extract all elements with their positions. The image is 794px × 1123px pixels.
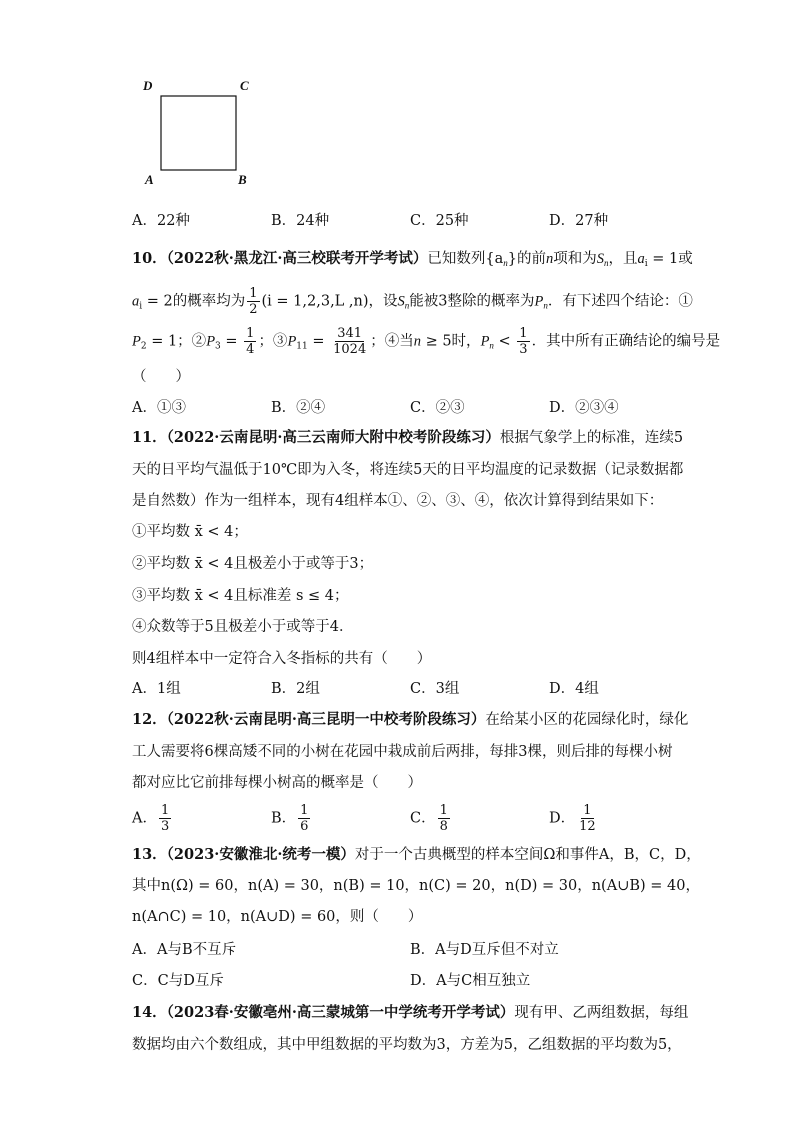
q9-option-b[interactable]: B．24种 [271, 213, 330, 229]
q14-line-2: 数据均由六个数组成，其中甲组数据的平均数为3，方差为5，乙组数据的平均数为5， [132, 1037, 682, 1053]
fraction-quarter: $\frac{1}{4}$ [246, 326, 255, 357]
q12-line-1: 12．（2022秋·云南昆明·高三昆明一中校考阶段练习）在给某小区的花园绿化时，绿化 [132, 711, 689, 728]
q11-line-1: 11．（2022·云南昆明·高三云南师大附中校考阶段练习）根据气象学上的标准，连续5 [132, 429, 684, 446]
q11-condition-4: ④众数等于5且极差小于或等于4． [132, 619, 354, 635]
q12-line-2: 工人需要将6棵高矮不同的小树在花园中栽成前后两排，每排3棵，则后排的每棵小树 [132, 744, 673, 760]
fraction-341: $\frac{341}{1024}$ [333, 326, 367, 357]
q10-line-1: 10．（2022秋·黑龙江·高三校联考开学考试）已知数列$\{a_n\}$的前n项和为$S_n$，且$a_i = 1$或 [132, 250, 693, 269]
fraction-third: $\frac{1}{3}$ [519, 326, 528, 357]
q11-source: 11．（2022·云南昆明·高三云南师大附中校考阶段练习） [132, 429, 500, 446]
q13-line-1: 13．（2023·安徽淮北·统考一模）对于一个古典概型的样本空间Ω和事件A，B，C，D， [132, 846, 701, 863]
q10-line-2: $a_i = 2$的概率均为 $\frac{1}{2}$ (i = 1,2,3,L ,n)，设$S_n$能被3整除的概率为$P_n$．有下述四个结论：① [132, 286, 693, 317]
q11-option-a[interactable]: A．1组 [132, 681, 181, 697]
q11-option-c[interactable]: C．3组 [410, 681, 460, 697]
q12-option-c[interactable]: C． $\frac{1}{8}$ [410, 803, 448, 834]
q9-option-c[interactable]: C．25种 [410, 213, 469, 229]
q10-option-a[interactable]: A．①③ [132, 400, 186, 416]
q10-answer-paren: （ ） [132, 369, 190, 385]
q12-option-d[interactable]: D． $\frac{1}{12}$ [549, 803, 596, 834]
label-d: D [143, 78, 153, 93]
q13-source: 13．（2023·安徽淮北·统考一模） [132, 846, 355, 863]
label-b: B [238, 172, 247, 187]
q11-question: 则4组样本中一定符合入冬指标的共有（ ） [132, 651, 432, 667]
q10-source: 10．（2022秋·黑龙江·高三校联考开学考试） [132, 250, 428, 267]
fraction-half: $\frac{1}{2}$ [249, 286, 258, 317]
q12-source: 12．（2022秋·云南昆明·高三昆明一中校考阶段练习） [132, 711, 486, 728]
q14-source: 14．（2023春·安徽亳州·高三蒙城第一中学统考开学考试） [132, 1004, 515, 1021]
square-figure [140, 76, 260, 188]
q13-line-3: n(A∩C) = 10，n(A∪D) = 60，则（ ） [132, 909, 423, 925]
q10-line-3: $P_2 = 1$；$②P_3$ = $\frac{1}{4}$ ；$③P_{11}$ = $\frac{341}{1024}$ ；④当n ≥ 5时，$P_n$ < $\frac{1}{3}$ ．其中所有正确结论的编号是 [132, 326, 721, 357]
q10-option-b[interactable]: B．②④ [271, 400, 326, 416]
q12-option-a[interactable]: A． $\frac{1}{3}$ [132, 803, 170, 834]
q10-option-c[interactable]: C．②③ [410, 400, 465, 416]
q11-line-2: 天的日平均气温低于10℃即为入冬，将连续5天的日平均温度的记录数据（记录数据都 [132, 462, 684, 478]
q9-option-a[interactable]: A．22种 [132, 213, 190, 229]
q11-condition-3: ③平均数 x̄ < 4且标准差 s ≤ 4； [132, 588, 349, 604]
q11-line-3: 是自然数）作为一组样本，现有4组样本①、②、③、④，依次计算得到结果如下： [132, 493, 664, 509]
q13-option-d[interactable]: D．A与C相互独立 [410, 973, 531, 989]
q9-option-d[interactable]: D．27种 [549, 213, 609, 229]
q13-option-c[interactable]: C．C与D互斥 [132, 973, 224, 989]
q11-option-d[interactable]: D．4组 [549, 681, 599, 697]
label-a: A [145, 172, 154, 187]
q11-option-b[interactable]: B．2组 [271, 681, 320, 697]
q14-line-1: 14．（2023春·安徽亳州·高三蒙城第一中学统考开学考试）现有甲、乙两组数据，每组 [132, 1004, 689, 1021]
q13-line-2: 其中n(Ω) = 60，n(A) = 30，n(B) = 10，n(C) = 20，n(D) = 30，n(A∪B) = 40， [132, 878, 700, 894]
q12-option-b[interactable]: B． $\frac{1}{6}$ [271, 803, 309, 834]
q10-option-d[interactable]: D．②③④ [549, 400, 619, 416]
q13-option-b[interactable]: B．A与D互斥但不对立 [410, 942, 559, 958]
q11-condition-2: ②平均数 x̄ < 4且极差小于或等于3； [132, 556, 374, 572]
q11-condition-1: ①平均数 x̄ < 4； [132, 524, 248, 540]
label-c: C [240, 78, 249, 93]
q13-option-a[interactable]: A．A与B不互斥 [132, 942, 237, 958]
q12-line-3: 都对应比它前排每棵小树高的概率是（ ） [132, 775, 422, 791]
square-shape [161, 96, 236, 170]
